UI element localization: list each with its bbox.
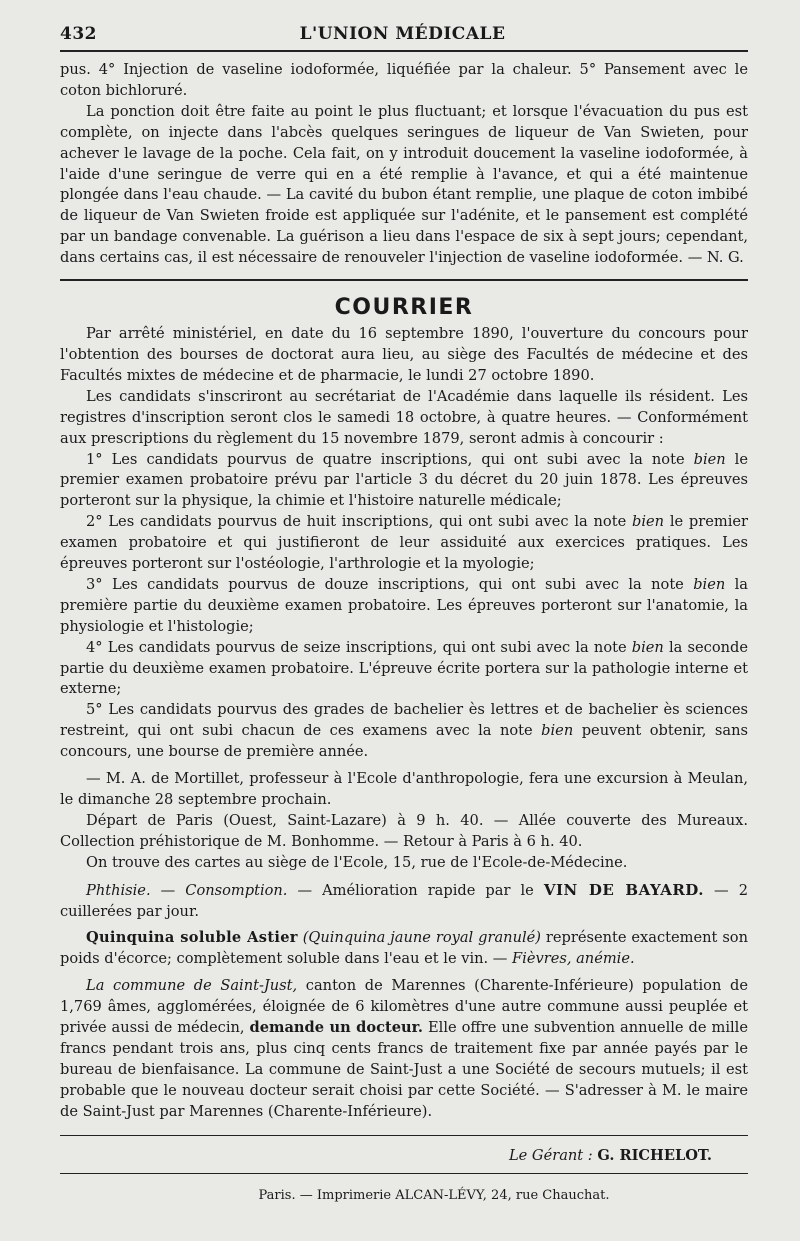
courrier-arrete: Par arrêté ministériel, en date du 16 septembre 1890, l'ouverture du concours pour l'obtention des bourses de doctorat aura lieu, au siège des Facultés de médecine et des Facultés mixtes de médecine et de pharmacie, le lundi 27 octobre 1890.: [60, 325, 748, 384]
notice-saint-just: La commune de Saint-Just, canton de Marennes (Charente-Inférieure) population de 1,769 âmes, agglomérées, éloignée de 6 kilomètres d'une autre commune aussi peuplée et privée aussi de médecin, demande un docteur. Elle offre une subvention annuelle de mille francs pendant trois ans, plus cinq cents francs de traitement fixe par année payés par le bureau de bienfaisance. La commune de Saint-Just a une Société de secours mutuels; il est probable que le nouveau docteur serait choisi par cette Société. — S'adresser à M. le maire de Saint-Just par Marennes (Charente-Inférieure).: [60, 977, 748, 1120]
footer-rule: [60, 1135, 748, 1136]
page-number: 432: [60, 24, 97, 44]
prev-article-paragraph-1: pus. 4° Injection de vaseline iodoformée, liquéfiée par la chaleur. 5° Pansement avec le coton bichloruré.: [60, 61, 748, 99]
courrier-cartes: On trouve des cartes au siège de l'Ecole, 15, rue de l'Ecole-de-Médecine.: [86, 853, 628, 871]
header-rule: [60, 50, 748, 52]
gerant-signature: Le Gérant : G. RICHELOT.: [508, 1146, 712, 1164]
journal-title: L'UNION MÉDICALE: [299, 24, 506, 44]
list-item-4: 4° Les candidats pourvus de seize inscriptions, qui ont subi avec la note bien la seconde partie du deuxième examen probatoire. L'épreuve écrite portera sur la pathologie interne et externe;: [60, 638, 749, 698]
imprint: Paris. — Imprimerie ALCAN-LÉVY, 24, rue Chauchat.: [258, 1187, 610, 1203]
running-head: [60, 24, 748, 44]
ad-vin-de-bayard: Phthisie. — Consomption. — Amélioration rapide par le VIN DE BAYARD. — 2 cuillerées par jour.: [60, 880, 748, 920]
list-item-1: 1° Les candidats pourvus de quatre inscriptions, qui ont subi avec la note bien le premier examen probatoire prévu par l'article 3 du décret du 20 juin 1878. Les épreuves porteront sur la physique, la chimie et l'histoire naturelle médicale;: [60, 450, 748, 510]
section-rule: [60, 279, 748, 281]
list-item-5: 5° Les candidats pourvus des grades de bachelier ès lettres et de bachelier ès sciences restreint, qui ont subi chacun de ces examens avec la note bien peuvent obtenir, sans concours, une bourse de première année.: [60, 701, 748, 761]
prev-article-paragraph-2: La ponction doit être faite au point le plus fluctuant; et lorsque l'évacuation du pus est complète, on injecte dans l'abcès quelques seringues de liqueur de Van Swieten, pour achever le lavage de la poche. Cela fait, on y introduit doucement la vaseline iodoformée, à l'aide d'une seringue de verre qui en a été remplie à l'avance, et qui a été maintenue plongée dans l'eau chaude. — La cavité du bubon étant remplie, une plaque de coton imbibé de liqueur de Van Swieten froide est appliquée sur l'adénite, et le pansement est complété par un bandage convenable. La guérison a lieu dans l'espace de six à sept jours; cependant, dans certains cas, il est nécessaire de renouveler l'injection de vaseline iodoformée. — N. G.: [60, 102, 748, 267]
courrier-inscription: Les candidats s'inscriront au secrétariat de l'Académie dans laquelle ils résident. Les registres d'inscription seront clos le samedi 18 octobre, à quatre heures. — Conformément aux prescriptions du règlement du 15 novembre 1879, seront admis à concourir :: [60, 387, 748, 447]
section-title-courrier: COURRIER: [334, 295, 474, 321]
courrier-depart: Départ de Paris (Ouest, Saint-Lazare) à 9 h. 40. — Allée couverte des Mureaux. Collection préhistorique de M. Bonhomme. — Retour à Paris à 6 h. 40.: [60, 811, 748, 850]
courrier-mortillet: — M. A. de Mortillet, professeur à l'Ecole d'anthropologie, fera une excursion à Meulan, le dimanche 28 septembre prochain.: [60, 770, 748, 808]
ad-quinquina-astier: Quinquina soluble Astier (Quinquina jaune royal granulé) représente exactement son poids d'écorce; complètement soluble dans l'eau et le vin. — Fièvres, anémie.: [60, 929, 748, 968]
list-item-3: 3° Les candidats pourvus de douze inscriptions, qui ont subi avec la note bien la première partie du deuxième examen probatoire. Les épreuves porteront sur l'anatomie, la physiologie et l'histologie;: [60, 575, 748, 635]
list-item-2: 2° Les candidats pourvus de huit inscriptions, qui ont subi avec la note bien le premier examen probatoire et qui justifieront de leur assiduité aux exercices pratiques. Les épreuves porteront sur l'ostéologie, l'arthrologie et la myologie;: [60, 513, 748, 573]
imprint-rule: [60, 1173, 748, 1174]
